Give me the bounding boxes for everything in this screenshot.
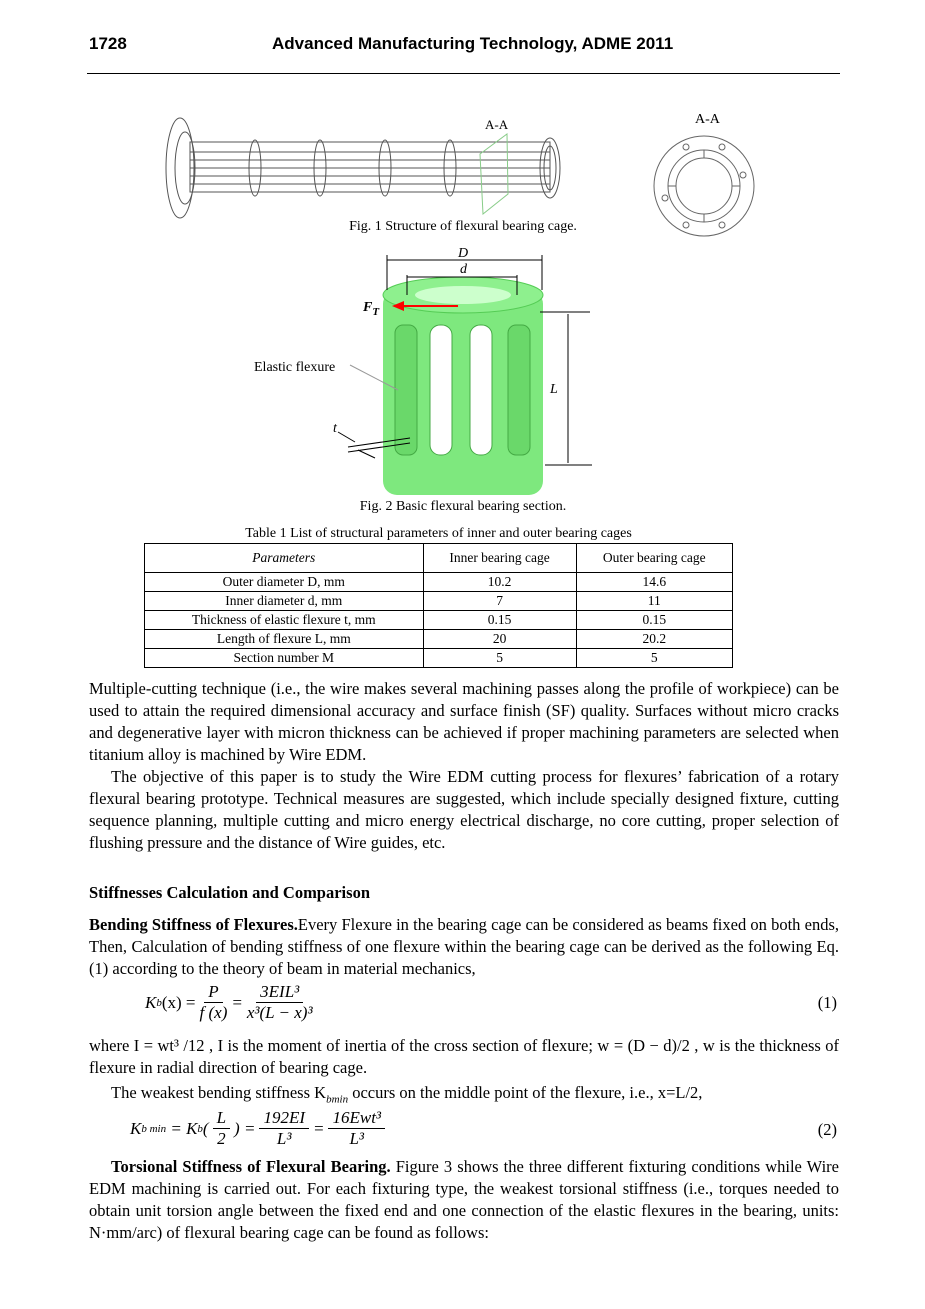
paragraph-torsional xyxy=(89,1156,839,1244)
table-row xyxy=(145,592,733,611)
fig2-caption: Fig. 2 Basic flexural bearing section. xyxy=(359,499,567,514)
equation-2: K b min = K b ( $\frac{L}{2}$ ) = $\frac{192EI}{\text{L³}}$ = $\frac{\text{16Ewt³}}{\text{L³}}$ xyxy=(130,1108,389,1149)
eq2-lhs-sub: b min xyxy=(141,1122,167,1135)
table-cell: 7 xyxy=(423,592,576,611)
table-cell: 14.6 xyxy=(576,573,732,592)
paragraph-objective: The objective of this paper is to study the Wire EDM cutting process for flexures’ fabrication of a rotary flexural bearing prototype. Technical measures are suggested, which include specially designed fixture, cutting sequence planning, multiple cutting and micro energy electrical discharge, no core cutting, proper selection of flushing pressure and the distance of Wire guides, etc. xyxy=(89,767,839,852)
eq2-number: (2) xyxy=(817,1120,837,1139)
eq1-den2: x³(L − x)³ xyxy=(246,1003,313,1022)
table-header-row xyxy=(145,544,733,573)
eq1-den1: f (x) xyxy=(199,1003,228,1022)
weakest-text: The weakest bending stiffness K xyxy=(111,1083,327,1102)
eq1-lhs: K xyxy=(145,992,157,1012)
eq2-den1: L³ xyxy=(276,1129,292,1148)
weakest-text2: occurs on the middle point of the flexure, i.e., x=L/2, xyxy=(348,1083,703,1102)
table-cell: Section number M xyxy=(145,649,424,668)
header-cell: Parameters xyxy=(145,544,424,573)
table-cell: 10.2 xyxy=(423,573,576,592)
eq1-number: (1) xyxy=(817,993,837,1012)
eq2-num0: L xyxy=(213,1108,230,1129)
table-caption: Table 1 List of structural parameters of inner and outer bearing cages xyxy=(245,526,632,541)
table-row xyxy=(145,649,733,668)
paragraph-weakest xyxy=(89,1082,839,1110)
fig2-bearing-drawing xyxy=(330,250,600,500)
fig1-section-view-label: A-A xyxy=(695,112,720,127)
table-cell: 11 xyxy=(576,592,732,611)
table-cell: Outer diameter D, mm xyxy=(145,573,424,592)
eq1-lhs-sub: b xyxy=(156,996,162,1009)
table-cell: 5 xyxy=(423,649,576,668)
table-cell: Thickness of elastic flexure t, mm xyxy=(145,611,424,630)
eq1-num1: P xyxy=(204,982,222,1003)
eq2-lhs: K xyxy=(130,1118,142,1138)
eq1-lhs-arg: (x) = xyxy=(161,992,196,1012)
parameters-table xyxy=(144,543,733,668)
weakest-sub: bmin xyxy=(326,1093,349,1106)
eq2-num1: 192EI xyxy=(259,1108,309,1129)
fig1-section-view xyxy=(650,132,760,242)
fig1-caption: Fig. 1 Structure of flexural bearing cage. xyxy=(349,219,577,234)
eq2-num2: 16Ewt³ xyxy=(328,1108,385,1129)
dim-label-t: t xyxy=(333,421,337,436)
table-row xyxy=(145,630,733,649)
dim-label-L: L xyxy=(550,382,558,397)
torsional-text: Figure 3 shows the three different fixturing conditions while Wire EDM machining is carried out. For each fixturing type, the weakest torsional stiffness (i.e., torques needed to obtain unit torsion angle between the fixed end and one connection of the elastic flexures in the bearing, units: N·mm/arc) of flexural bearing cage can be found as follows: xyxy=(89,1157,839,1242)
table-cell: Length of flexure L, mm xyxy=(145,630,424,649)
running-header: Advanced Manufacturing Technology, ADME 2011 xyxy=(272,34,674,53)
table-cell: 20 xyxy=(423,630,576,649)
dim-label-D: D xyxy=(458,246,469,261)
table-row xyxy=(145,573,733,592)
page-number: 1728 xyxy=(89,34,127,53)
table-row xyxy=(145,611,733,630)
eq2-mid: = K xyxy=(170,1118,198,1138)
torsional-title: Torsional Stiffness of Flexural Bearing. xyxy=(111,1157,391,1176)
dim-label-d: d xyxy=(460,262,467,277)
paragraph-where: where I = wt³ /12 , I is the moment of inertia of the cross section of flexure; w = (D − d)/2 , w is the thickness of flexure in radial direction of bearing cage. xyxy=(89,1036,839,1077)
eq1-num2: 3EIL³ xyxy=(256,982,303,1003)
header-cell: Inner bearing cage xyxy=(423,544,576,573)
paragraph-bending xyxy=(89,914,839,980)
bending-title: Bending Stiffness of Flexures. xyxy=(89,915,298,934)
eq2-den0: 2 xyxy=(217,1129,226,1148)
header-cell: Outer bearing cage xyxy=(576,544,732,573)
table-cell: Inner diameter d, mm xyxy=(145,592,424,611)
table-cell: 0.15 xyxy=(576,611,732,630)
fig1-section-label: A-A xyxy=(485,117,509,132)
header-rule xyxy=(87,73,840,74)
force-label: $F_T$ xyxy=(363,300,380,318)
bending-text: Every Flexure in the bearing cage can be considered as beams fixed on both ends, Then, Calculation of bending stiffness of one flexure within the bearing cage can be derived as the following Eq. (1) according to the theory of beam in material mechanics, xyxy=(89,915,839,978)
elastic-flexure-label: Elastic flexure xyxy=(254,360,336,375)
equation-1: K b (x) = $\frac{P}{f (x)}$ = $\frac{\text{3EIL³}}{\text{x³(L − x)³}}$ xyxy=(145,982,313,1022)
eq2-mid-sub: b xyxy=(197,1122,203,1135)
eq2-den2: L³ xyxy=(349,1129,365,1148)
table-cell: 0.15 xyxy=(423,611,576,630)
section-heading: Stiffnesses Calculation and Comparison xyxy=(89,883,370,902)
table-cell: 20.2 xyxy=(576,630,732,649)
table-cell: 5 xyxy=(576,649,732,668)
paragraph-intro: Multiple-cutting technique (i.e., the wire makes several machining passes along the profile of workpiece) can be used to attain the required dimensional accuracy and surface finish (SF) quality. Surfaces without micro cracks and degenerative layer with micron thickness can be achieved if proper machining parameters are selected when titanium alloy is machined by Wire EDM. xyxy=(89,679,839,764)
fig1-cage-drawing xyxy=(160,112,570,224)
